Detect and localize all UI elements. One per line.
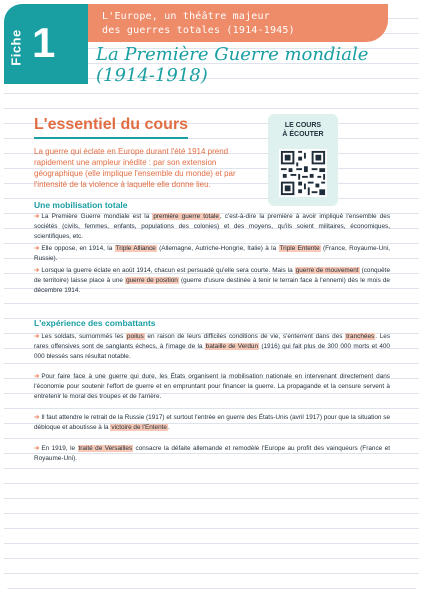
combattants-paragraph-2: ➔ Pour faire face à une guerre qui dure, les États organisent la mobilisation nationale en intervenant directement dans l'économie pour soutenir l'effort de guerre et en empruntant pour financer la guerre. La propagande et la censure servent à entretenir le moral des troupes et de l'arrière. [34,373,390,400]
mobilisation-heading: Une mobilisation totale [34,200,128,210]
chapter-tab [88,4,388,42]
term-highlight: victoire de l'Entente [111,423,167,431]
arrow-icon: ➔ [34,245,40,252]
arrow-icon: ➔ [34,213,40,220]
arrow-icon: ➔ [34,445,40,452]
audio-course-label-line2: À ÉCOUTER [282,131,324,139]
fiche-label: Fiche [8,29,24,66]
term-highlight: poilus [127,333,144,340]
page-title-line2: (1914-1918) [96,65,208,86]
chapter-title-line1: L'Europe, un théâtre majeur [102,11,270,22]
arrow-icon: ➔ [34,373,40,380]
chapter-title [102,10,362,37]
term-highlight: guerre de mouvement [295,267,359,274]
term-highlight: Triple Alliance [115,245,156,252]
mobilisation-paragraph-2: ➔ Elle oppose, en 1914, la Triple Alliance (Allemagne, Autriche-Hongrie, Italie) à la Triple Entente (France, Royaume-Uni, Russie). [34,245,390,262]
intro-paragraph: La guerre qui éclate en Europe durant l'été 1914 prend rapidement une ampleur inédite : par son extension géographique (elle implique l'ensemble du monde) et par l'intensité de la violence à laquelle elle donne lieu. [34,147,236,189]
audio-course-label-line1: LE COURS [284,122,322,129]
term-highlight: tranchées [346,333,375,340]
essentiel-heading: L'essentiel du cours [34,116,188,139]
arrow-icon: ➔ [34,267,40,274]
term-highlight: guerre de position [126,276,178,284]
mobilisation-paragraph-1: ➔ La Première Guerre mondiale est la première guerre totale, c'est-à-dire la première à avoir impliqué l'ensemble des sociétés (civils, femmes, enfants, populations des colonies) et des moyens, qu'ils soient militaires, économiques, scientifiques, etc. [34,213,391,240]
term-highlight: Triple Entente [279,245,320,252]
fiche-band [4,4,88,84]
page-title-line1: La Première Guerre mondiale [96,44,369,65]
term-highlight: bataille de Verdun [205,342,259,350]
combattants-heading: L'expérience des combattants [34,318,156,328]
chapter-title-line2: des guerres totales (1914-1945) [102,24,295,36]
mobilisation-paragraph-3: ➔ Lorsque la guerre éclate en août 1914, chacun est persuadé qu'elle sera courte. Mais la guerre de mouvement (conquête de territoire) laisse place à une guerre de position (guerre d'usure destinée à tenir le terrain face à l'ennemi) dès le mois de décembre 1914. [34,267,390,294]
arrow-icon: ➔ [34,333,40,340]
combattants-paragraph-1: ➔ Les soldats, surnommés les poilus en raison de leurs difficiles conditions de vie, s'enterrent dans des tranchées. Les rares offensives sont de sanglants échecs, à l'image de la bataille de Verdun (1916) qui fait plus de 300 000 morts et 400 000 blessés sans résultat notable. [34,333,391,360]
qr-code-icon[interactable] [279,149,327,197]
fiche-card [4,4,419,596]
term-highlight: traité de Versailles [78,445,133,452]
combattants-paragraph-3: ➔ Il faut attendre le retrait de la Russie (1917) et surtout l'entrée en guerre des États-Unis (avril 1917) pour que la situation se débloque et aboutisse à la victoire de l'Entente. [34,414,390,431]
fiche-number: 1 [32,19,56,66]
audio-course-label [268,121,338,139]
page-title [96,44,406,86]
term-highlight: première guerre totale [153,213,219,220]
arrow-icon: ➔ [34,414,40,421]
audio-course-box[interactable] [268,114,338,206]
combattants-paragraph-4: ➔ En 1919, le traité de Versailles consacre la défaite allemande et remodèle l'Europe au profit des vainqueurs (France et Royaume-Uni). [34,445,390,462]
